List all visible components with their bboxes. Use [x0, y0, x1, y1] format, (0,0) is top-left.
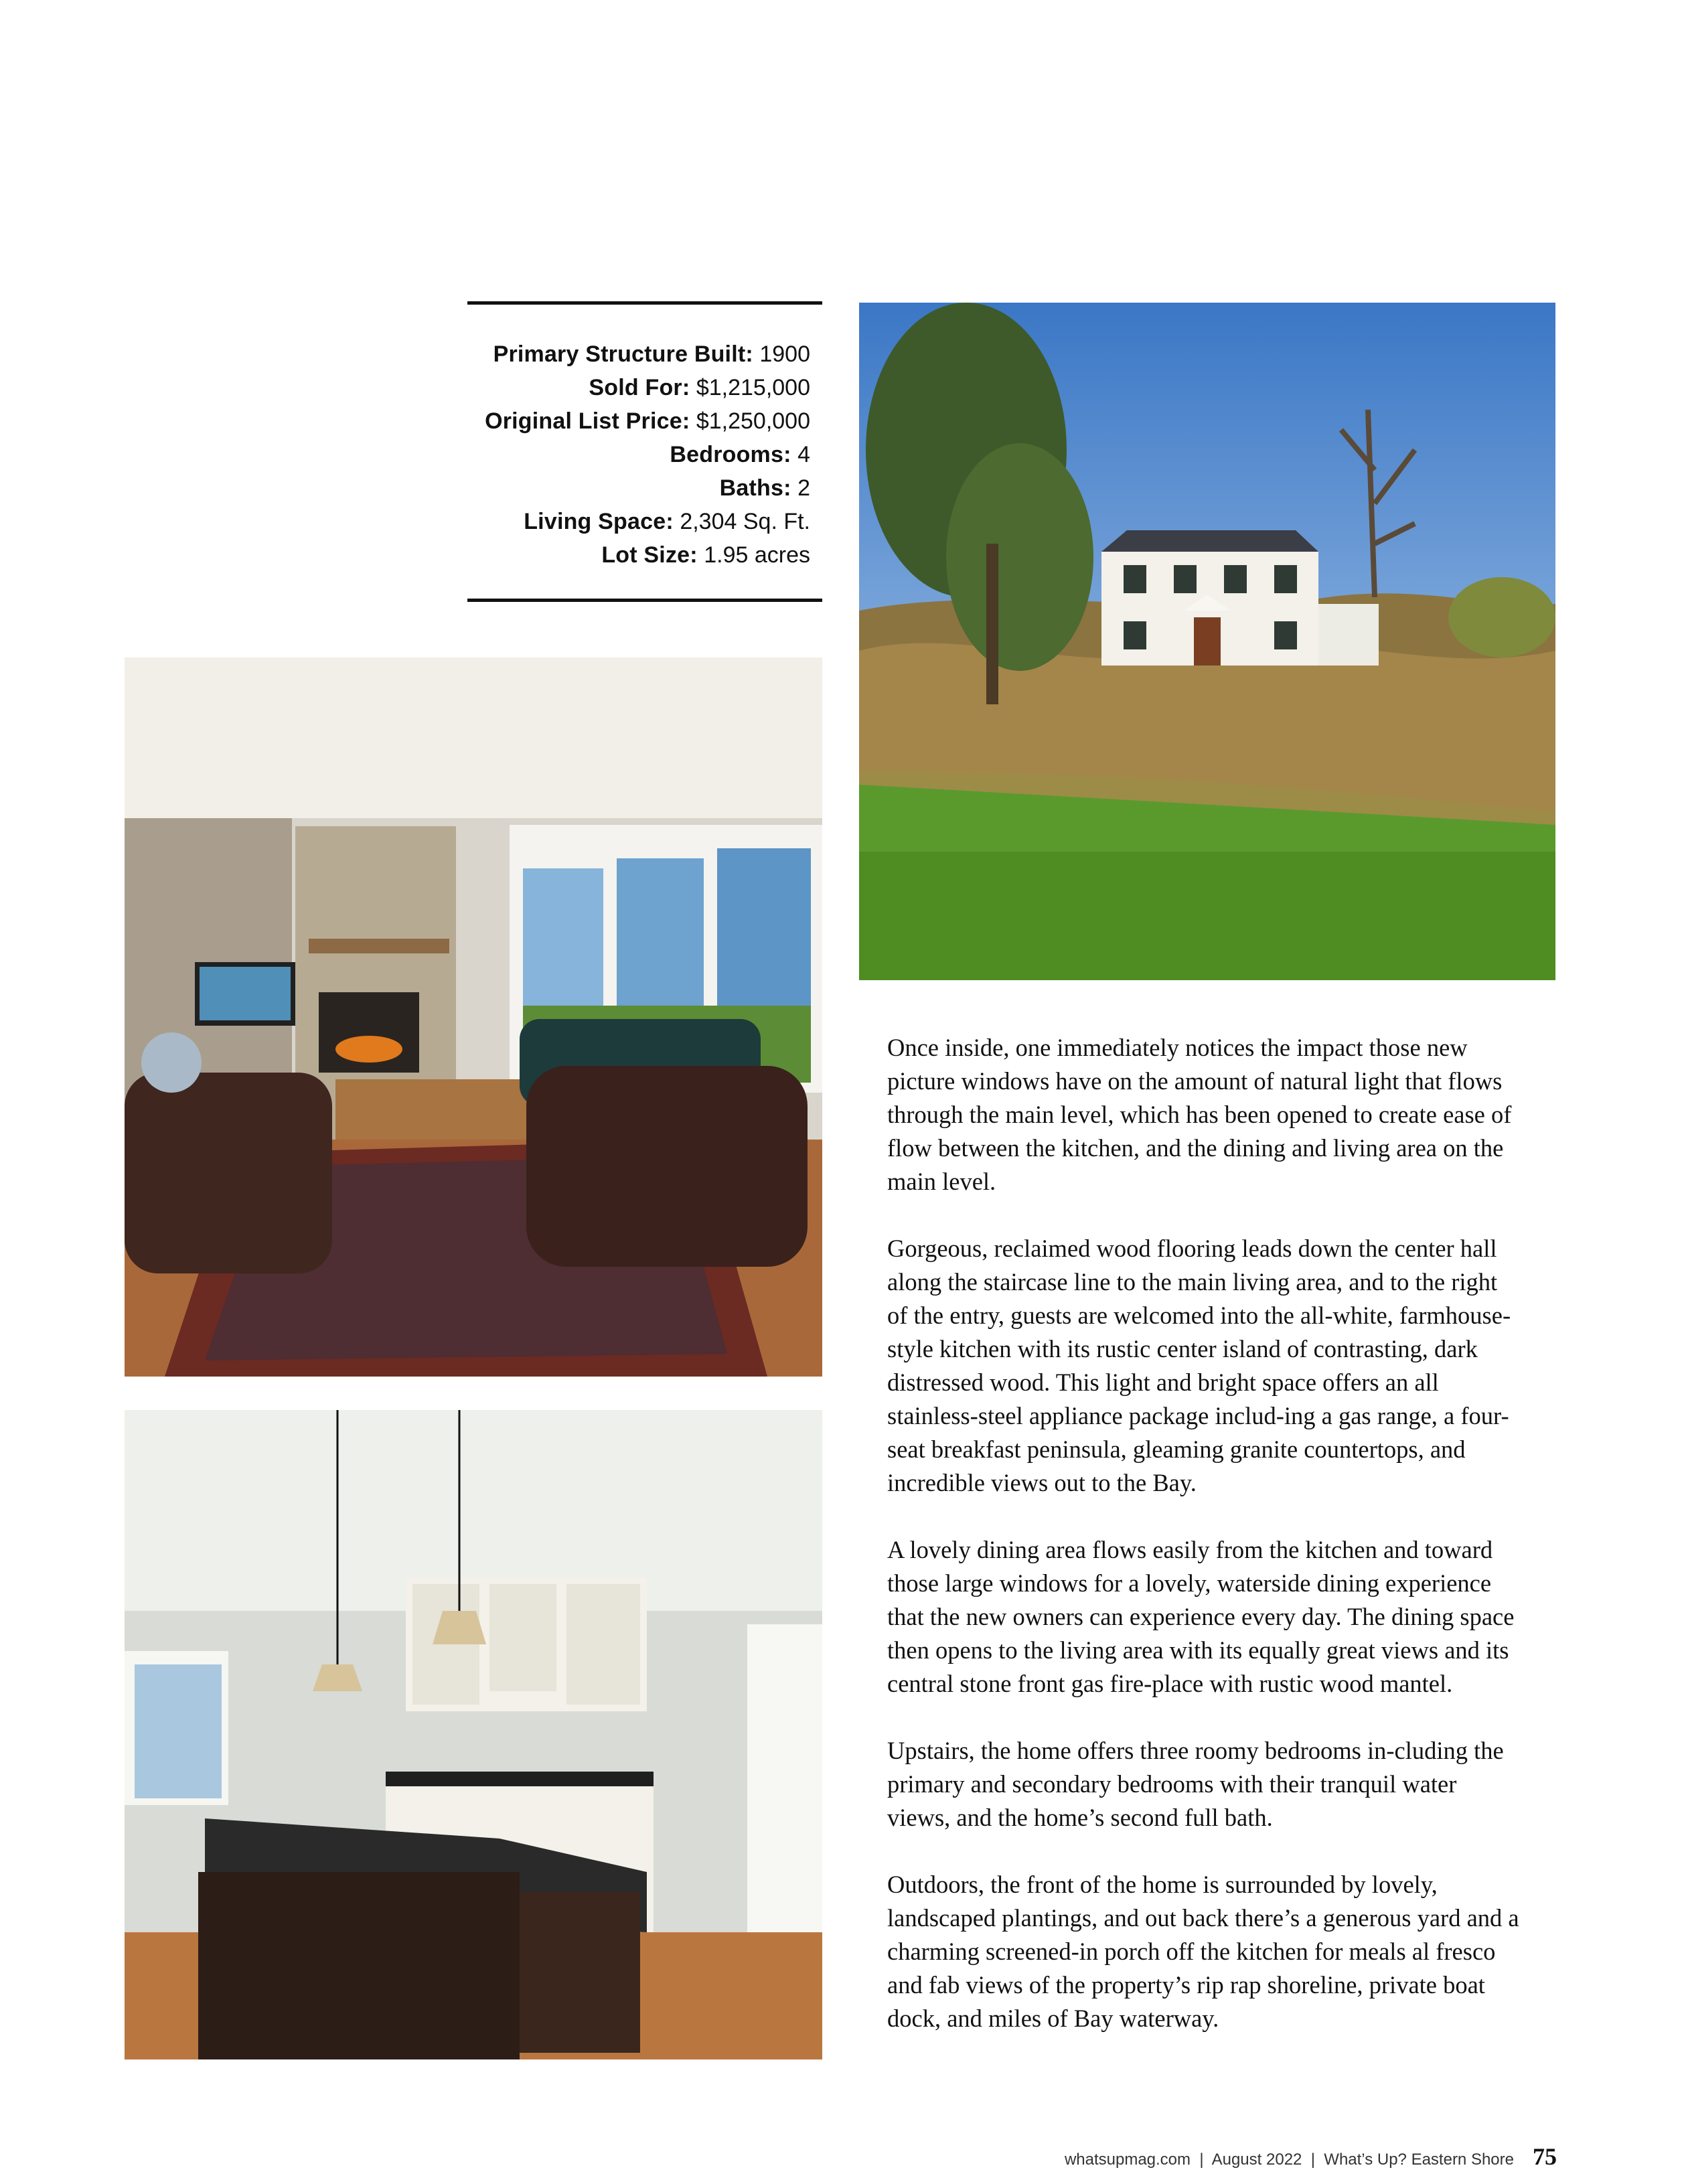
spec-label: Baths:	[719, 475, 791, 501]
spec-label: Original List Price:	[485, 408, 690, 434]
living-room-photo	[125, 657, 822, 1377]
specs-top-rule	[467, 301, 822, 305]
spec-row	[467, 438, 810, 471]
spec-row	[467, 505, 810, 538]
spec-value: 4	[797, 442, 810, 467]
page-number: 75	[1533, 2143, 1557, 2170]
spec-label: Living Space:	[524, 509, 674, 534]
spec-row	[467, 337, 810, 371]
article-paragraph: A lovely dining area flows easily from the kitchen and toward those large windows for a lovely, waterside dining experience that the new owners can experience every day. The dining space then opens to the living area with its equally great views and its central stone front gas fire-place with rustic wood mantel.	[887, 1536, 1515, 1697]
property-specs	[467, 337, 810, 572]
spec-row	[467, 471, 810, 505]
article-paragraph: Gorgeous, reclaimed wood flooring leads down the center hall along the staircase line to the main living area, and to the right of the entry, guests are welcomed into the all-white, farmhouse-style kitchen with its rustic center island of contrasting, dark distressed wood. This light and bright space offers an all stainless-steel appliance package includ-ing a gas range, a four-seat breakfast peninsula, gleaming granite countertops, and incredible views out to the Bay.	[887, 1235, 1511, 1496]
spec-label: Sold For:	[589, 375, 690, 400]
exterior-house-photo	[859, 303, 1555, 980]
spec-label: Bedrooms:	[670, 442, 791, 467]
article-paragraph: Upstairs, the home offers three roomy bedrooms in-cluding the primary and secondary bedrooms with their tranquil water views, and the home’s second full bath.	[887, 1737, 1504, 1831]
footer-credit: whatsupmag.com | August 2022 | What’s Up? Eastern Shore	[1064, 2151, 1514, 2169]
spec-value: 2	[797, 475, 810, 501]
spec-value: $1,215,000	[696, 375, 810, 400]
spec-row	[467, 371, 810, 404]
spec-row	[467, 538, 810, 572]
spec-label: Lot Size:	[601, 542, 698, 568]
specs-bottom-rule	[467, 599, 822, 602]
article-body	[887, 1031, 1523, 2069]
spec-row	[467, 404, 810, 438]
spec-value: $1,250,000	[696, 408, 810, 434]
spec-value: 1.95 acres	[704, 542, 810, 568]
article-paragraph: Once inside, one immediately notices the impact those new picture windows have on the amount of natural light that flows through the main level, which has been opened to create ease of flow between the kitchen, and the dining and living area on the main level.	[887, 1034, 1512, 1195]
article-paragraph: Outdoors, the front of the home is surrounded by lovely, landscaped plantings, and out back there’s a generous yard and a charming screened-in porch off the kitchen for meals al fresco and fab views of the property’s rip rap shoreline, private boat dock, and miles of Bay waterway.	[887, 1871, 1519, 2032]
page-footer	[1065, 2142, 1557, 2183]
spec-label: Primary Structure Built:	[493, 341, 753, 367]
kitchen-photo	[125, 1410, 822, 2059]
spec-value: 1900	[759, 341, 810, 367]
spec-value: 2,304 Sq. Ft.	[680, 509, 810, 534]
